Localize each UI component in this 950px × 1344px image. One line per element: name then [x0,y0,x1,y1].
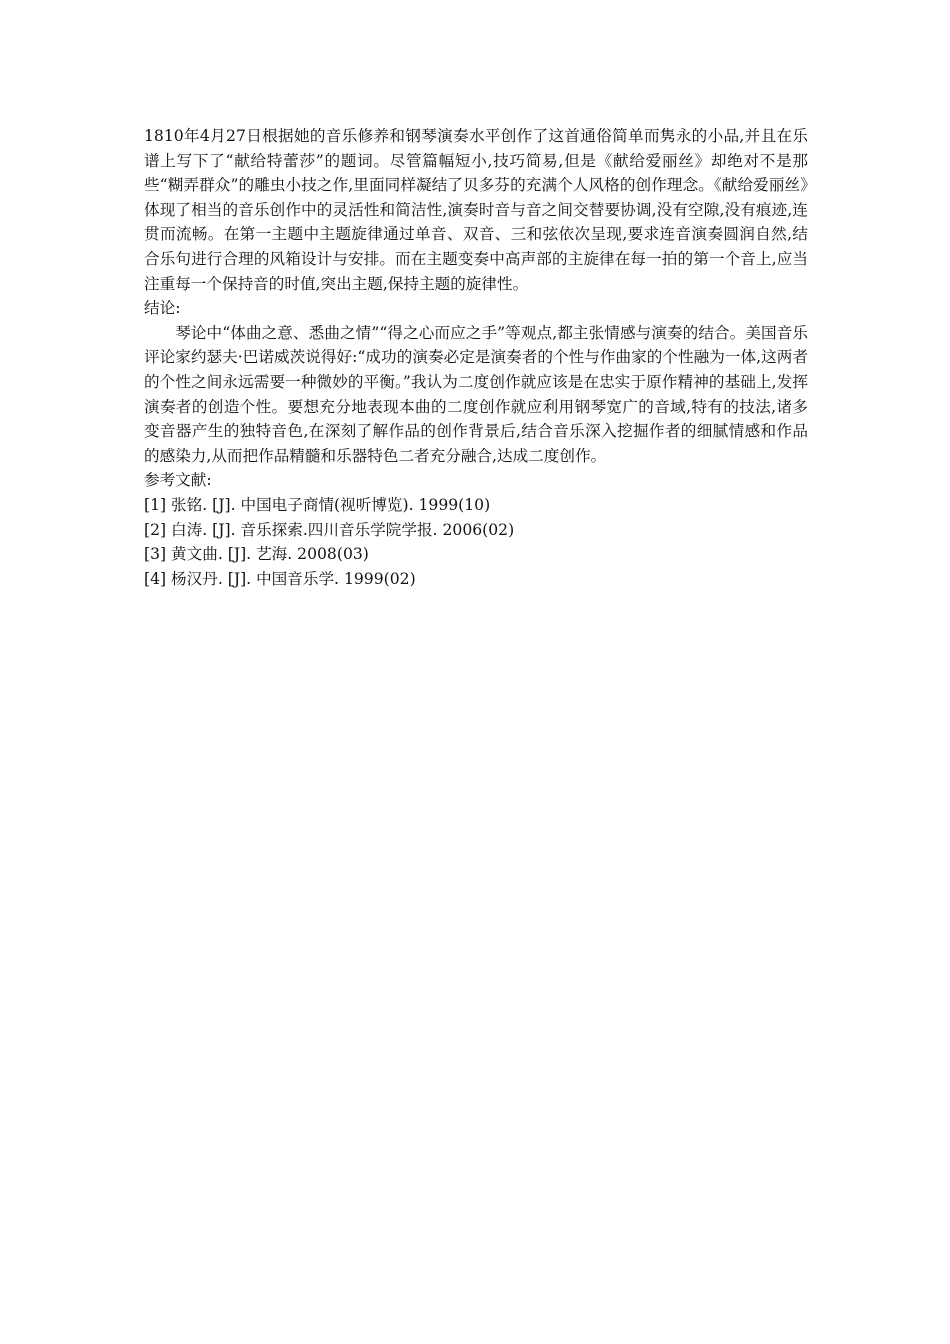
references-heading: 参考文献: [144,471,212,490]
reference-item: [3] 黄文曲. [J]. 艺海. 2008(03) [144,545,369,564]
references-list [144,493,808,591]
body-paragraph: 1810年4月27日根据她的音乐修养和钢琴演奏水平创作了这首通俗简单而隽永的小品,并且在乐谱上写下了“献给特蕾莎”的题词。尽管篇幅短小,技巧简易,但是《献给爱丽丝》却绝对不是那些“糊弄群众”的雕虫小技之作,里面同样凝结了贝多芬的充满个人风格的创作理念。《献给爱丽丝》体现了相当的音乐创作中的灵活性和简洁性,演奏时音与音之间交替要协调,没有空隙,没有痕迹,连贯而流畅。在第一主题中主题旋律通过单音、双音、三和弦依次呈现,要求连音演奏圆润自然,结合乐句进行合理的风箱设计与安排。而在主题变奏中高声部的主旋律在每一拍的第一个音上,应当注重每一个保持音的时值,突出主题,保持主题的旋律性。 [144,127,808,293]
document-page [144,124,808,591]
reference-item: [1] 张铭. [J]. 中国电子商情(视听博览). 1999(10) [144,495,491,514]
reference-item: [4] 杨汉丹. [J]. 中国音乐学. 1999(02) [144,569,416,588]
conclusion-paragraph: 琴论中“体曲之意、悉曲之情”“得之心而应之手”等观点,都主张情感与演奏的结合。美国音乐评论家约瑟夫·巴诺威茨说得好:“成功的演奏必定是演奏者的个性与作曲家的个性融为一体,这两者的个性之间永远需要一种微妙的平衡。”我认为二度创作就应该是在忠实于原作精神的基础上,发挥演奏者的创造个性。要想充分地表现本曲的二度创作就应利用钢琴宽广的音域,特有的技法,诸多变音器产生的独特音色,在深刻了解作品的创作背景后,结合音乐深入挖掘作者的细腻情感和作品的感染力,从而把作品精髓和乐器特色二者充分融合,达成二度创作。 [144,323,808,465]
reference-item: [2] 白涛. [J]. 音乐探索.四川音乐学院学报. 2006(02) [144,520,515,539]
conclusion-heading: 结论: [144,299,181,318]
